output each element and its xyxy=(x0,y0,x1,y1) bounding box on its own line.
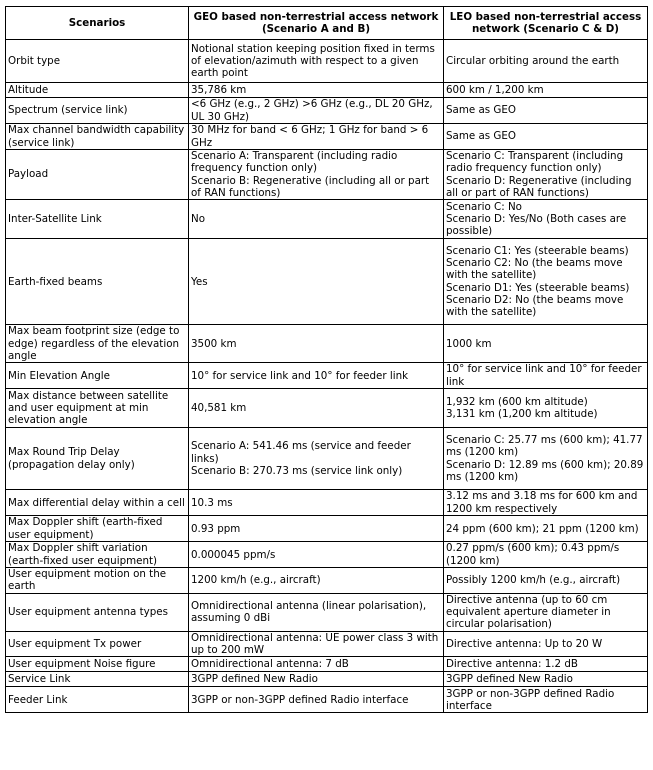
row-label: Max Doppler shift variation (earth-fixed user equipment) xyxy=(6,542,189,568)
table-row xyxy=(6,593,648,631)
leo-value: 24 ppm (600 km); 21 ppm (1200 km) xyxy=(444,516,648,542)
geo-value: Omnidirectional antenna: 7 dB xyxy=(189,657,444,672)
geo-value: 3GPP or non-3GPP defined Radio interface xyxy=(189,687,444,713)
header-geo: GEO based non-terrestrial access network (Scenario A and B) xyxy=(189,7,444,40)
leo-value: Same as GEO xyxy=(444,98,648,124)
header-scenarios: Scenarios xyxy=(6,7,189,40)
row-label: Max beam footprint size (edge to edge) regardless of the elevation angle xyxy=(6,325,189,363)
ntn-scenarios-table xyxy=(5,6,648,713)
geo-value: 30 MHz for band < 6 GHz; 1 GHz for band > 6 GHz xyxy=(189,124,444,150)
geo-value: 3GPP defined New Radio xyxy=(189,672,444,687)
geo-value: 0.000045 ppm/s xyxy=(189,542,444,568)
row-label: User equipment motion on the earth xyxy=(6,568,189,594)
leo-value: Circular orbiting around the earth xyxy=(444,40,648,83)
row-label: User equipment antenna types xyxy=(6,593,189,631)
geo-value: 3500 km xyxy=(189,325,444,363)
table-header-row xyxy=(6,7,648,40)
table-row xyxy=(6,83,648,98)
leo-value: 3GPP or non-3GPP defined Radio interface xyxy=(444,687,648,713)
row-label: Max Doppler shift (earth-fixed user equipment) xyxy=(6,516,189,542)
leo-value: Directive antenna: Up to 20 W xyxy=(444,631,648,657)
table-row xyxy=(6,490,648,516)
header-leo: LEO based non-terrestrial access network (Scenario C & D) xyxy=(444,7,648,40)
table-row xyxy=(6,672,648,687)
row-label: Orbit type xyxy=(6,40,189,83)
geo-value: 1200 km/h (e.g., aircraft) xyxy=(189,568,444,594)
row-label: Min Elevation Angle xyxy=(6,363,189,389)
row-label: Spectrum (service link) xyxy=(6,98,189,124)
table-row xyxy=(6,687,648,713)
table-row xyxy=(6,363,648,389)
table-row xyxy=(6,239,648,325)
geo-value: Yes xyxy=(189,239,444,325)
geo-value: Omnidirectional antenna: UE power class 3 with up to 200 mW xyxy=(189,631,444,657)
row-label: Altitude xyxy=(6,83,189,98)
geo-value: 10° for service link and 10° for feeder link xyxy=(189,363,444,389)
leo-value: 0.27 ppm/s (600 km); 0.43 ppm/s (1200 km) xyxy=(444,542,648,568)
table-row xyxy=(6,542,648,568)
leo-value: Scenario C: No Scenario D: Yes/No (Both cases are possible) xyxy=(444,200,648,239)
table-row xyxy=(6,657,648,672)
leo-value: 1000 km xyxy=(444,325,648,363)
geo-value: Notional station keeping position fixed in terms of elevation/azimuth with respect to a given earth point xyxy=(189,40,444,83)
row-label: Earth-fixed beams xyxy=(6,239,189,325)
geo-value: Scenario A: Transparent (including radio frequency function only) Scenario B: Regenerative (including all or part of RAN functions) xyxy=(189,150,444,200)
leo-value: Scenario C: 25.77 ms (600 km); 41.77 ms (1200 km) Scenario D: 12.89 ms (600 km); 20.89 ms (1200 km) xyxy=(444,428,648,490)
geo-value: Scenario A: 541.46 ms (service and feeder links) Scenario B: 270.73 ms (service link only) xyxy=(189,428,444,490)
geo-value: <6 GHz (e.g., 2 GHz) >6 GHz (e.g., DL 20 GHz, UL 30 GHz) xyxy=(189,98,444,124)
row-label: Max Round Trip Delay (propagation delay only) xyxy=(6,428,189,490)
table-row xyxy=(6,150,648,200)
leo-value: 3.12 ms and 3.18 ms for 600 km and 1200 km respectively xyxy=(444,490,648,516)
table-row xyxy=(6,124,648,150)
leo-value: Same as GEO xyxy=(444,124,648,150)
leo-value: Scenario C: Transparent (including radio frequency function only) Scenario D: Regenerative (including all or part of RAN functions) xyxy=(444,150,648,200)
leo-value: Directive antenna: 1.2 dB xyxy=(444,657,648,672)
geo-value: 0.93 ppm xyxy=(189,516,444,542)
row-label: Inter-Satellite Link xyxy=(6,200,189,239)
row-label: Feeder Link xyxy=(6,687,189,713)
table-row xyxy=(6,389,648,428)
table-body xyxy=(6,40,648,713)
row-label: User equipment Noise figure xyxy=(6,657,189,672)
row-label: User equipment Tx power xyxy=(6,631,189,657)
geo-value: 40,581 km xyxy=(189,389,444,428)
leo-value: Possibly 1200 km/h (e.g., aircraft) xyxy=(444,568,648,594)
table-row xyxy=(6,40,648,83)
leo-value: Directive antenna (up to 60 cm equivalent aperture diameter in circular polarisation) xyxy=(444,593,648,631)
geo-value: Omnidirectional antenna (linear polarisation), assuming 0 dBi xyxy=(189,593,444,631)
leo-value: 1,932 km (600 km altitude) 3,131 km (1,200 km altitude) xyxy=(444,389,648,428)
table-row xyxy=(6,325,648,363)
row-label: Service Link xyxy=(6,672,189,687)
row-label: Max channel bandwidth capability (service link) xyxy=(6,124,189,150)
geo-value: 35,786 km xyxy=(189,83,444,98)
row-label: Payload xyxy=(6,150,189,200)
table-row xyxy=(6,631,648,657)
row-label: Max distance between satellite and user equipment at min elevation angle xyxy=(6,389,189,428)
leo-value: 3GPP defined New Radio xyxy=(444,672,648,687)
table-row xyxy=(6,516,648,542)
table-row xyxy=(6,428,648,490)
table-row xyxy=(6,568,648,594)
table-row xyxy=(6,200,648,239)
leo-value: 600 km / 1,200 km xyxy=(444,83,648,98)
geo-value: No xyxy=(189,200,444,239)
table-row xyxy=(6,98,648,124)
row-label: Max differential delay within a cell xyxy=(6,490,189,516)
leo-value: Scenario C1: Yes (steerable beams) Scenario C2: No (the beams move with the satellite) Scenario D1: Yes (steerable beams) Scenario D2: No (the beams move with the satellite) xyxy=(444,239,648,325)
geo-value: 10.3 ms xyxy=(189,490,444,516)
leo-value: 10° for service link and 10° for feeder link xyxy=(444,363,648,389)
